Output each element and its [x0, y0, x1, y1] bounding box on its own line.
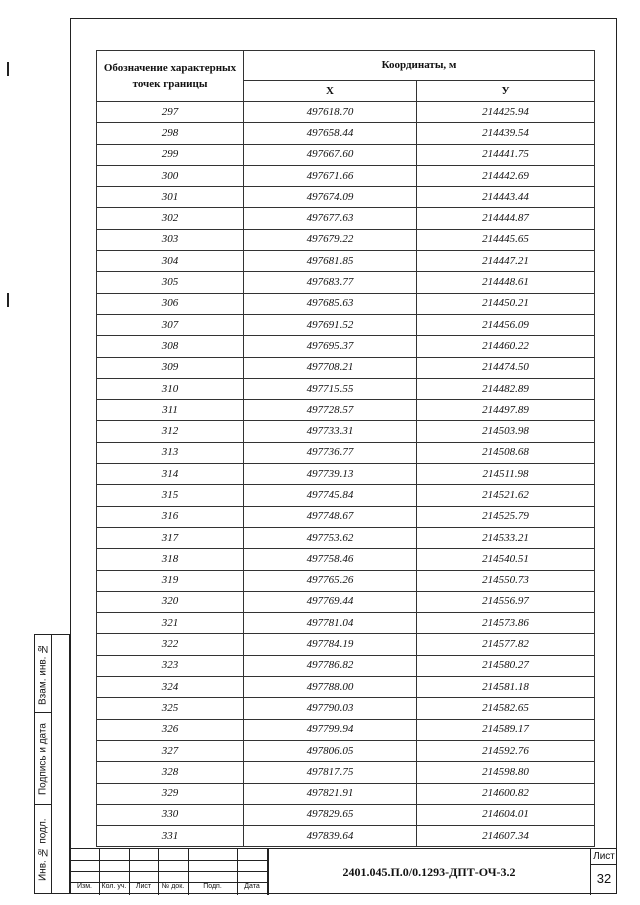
y-coordinate-cell: 214503.98 — [417, 421, 595, 442]
table-row — [97, 506, 595, 527]
point-number-cell: 331 — [97, 826, 244, 847]
tb-col-data: Дата — [244, 883, 260, 890]
table-row — [97, 570, 595, 591]
x-coordinate-cell: 497715.55 — [244, 378, 417, 399]
tb-col-podp: Подп. — [203, 883, 222, 890]
point-number-cell: 299 — [97, 144, 244, 165]
table-row — [97, 272, 595, 293]
table-row — [97, 165, 595, 186]
point-number-cell: 311 — [97, 400, 244, 421]
point-number-cell: 298 — [97, 123, 244, 144]
tb-col-list: Лист — [135, 883, 152, 890]
sheet-label: Лист — [593, 851, 615, 862]
y-coordinate-cell: 214497.89 — [417, 400, 595, 421]
table-row — [97, 677, 595, 698]
table-row — [97, 762, 595, 783]
x-coordinate-cell: 497817.75 — [244, 762, 417, 783]
y-coordinate-cell: 214581.18 — [417, 677, 595, 698]
x-coordinate-cell: 497695.37 — [244, 336, 417, 357]
x-coordinate-cell: 497769.44 — [244, 591, 417, 612]
x-coordinate-cell: 497821.91 — [244, 783, 417, 804]
y-coordinate-cell: 214511.98 — [417, 464, 595, 485]
y-coordinate-cell: 214448.61 — [417, 272, 595, 293]
y-coordinate-cell: 214450.21 — [417, 293, 595, 314]
y-coordinate-cell: 214442.69 — [417, 165, 595, 186]
table-row — [97, 123, 595, 144]
point-number-cell: 319 — [97, 570, 244, 591]
document-code: 2401.045.П.0/0.1293-ДПТ-ОЧ-3.2 — [342, 864, 516, 879]
y-coordinate-cell: 214573.86 — [417, 613, 595, 634]
y-coordinate-cell: 214556.97 — [417, 591, 595, 612]
y-coordinate-cell: 214447.21 — [417, 251, 595, 272]
point-number-cell: 308 — [97, 336, 244, 357]
point-number-cell: 321 — [97, 613, 244, 634]
table-row — [97, 634, 595, 655]
x-coordinate-cell: 497799.94 — [244, 719, 417, 740]
x-coordinate-cell: 497679.22 — [244, 229, 417, 250]
point-number-cell: 301 — [97, 187, 244, 208]
point-number-cell: 325 — [97, 698, 244, 719]
table-row — [97, 549, 595, 570]
x-coordinate-cell: 497683.77 — [244, 272, 417, 293]
y-coordinate-cell: 214580.27 — [417, 655, 595, 676]
y-coordinate-cell: 214589.17 — [417, 719, 595, 740]
x-coordinate-cell: 497806.05 — [244, 740, 417, 761]
table-row — [97, 336, 595, 357]
x-coordinate-cell: 497685.63 — [244, 293, 417, 314]
y-coordinate-cell: 214474.50 — [417, 357, 595, 378]
x-coordinate-cell: 497788.00 — [244, 677, 417, 698]
y-coordinate-cell: 214482.89 — [417, 378, 595, 399]
table-row — [97, 102, 595, 123]
title-block-grid — [70, 849, 267, 895]
tb-col-ndok: № док. — [161, 883, 185, 890]
x-coordinate-cell: 497753.62 — [244, 527, 417, 548]
scan-mark — [7, 62, 9, 76]
table-row — [97, 357, 595, 378]
point-number-cell: 309 — [97, 357, 244, 378]
y-coordinate-cell: 214444.87 — [417, 208, 595, 229]
point-number-cell: 315 — [97, 485, 244, 506]
table-row — [97, 698, 595, 719]
point-number-cell: 324 — [97, 677, 244, 698]
strip-label-podpis: Подпись и дата — [37, 723, 49, 795]
point-number-cell: 313 — [97, 442, 244, 463]
sheet-box — [590, 849, 617, 895]
stamp-strip — [34, 634, 70, 894]
x-coordinate-cell: 497658.44 — [244, 123, 417, 144]
table-row — [97, 293, 595, 314]
x-coordinate-cell: 497790.03 — [244, 698, 417, 719]
point-number-cell: 328 — [97, 762, 244, 783]
table-row — [97, 591, 595, 612]
x-coordinate-cell: 497839.64 — [244, 826, 417, 847]
point-number-cell: 330 — [97, 804, 244, 825]
x-coordinate-cell: 497829.65 — [244, 804, 417, 825]
y-coordinate-cell: 214508.68 — [417, 442, 595, 463]
x-coordinate-cell: 497667.60 — [244, 144, 417, 165]
x-coordinate-cell: 497784.19 — [244, 634, 417, 655]
y-coordinate-cell: 214577.82 — [417, 634, 595, 655]
coordinates-header: Координаты, м — [244, 51, 595, 81]
x-coordinate-cell: 497736.77 — [244, 442, 417, 463]
strip-divider — [51, 635, 52, 893]
point-number-cell: 327 — [97, 740, 244, 761]
table-row — [97, 783, 595, 804]
coordinates-table — [96, 50, 595, 847]
table-row — [97, 613, 595, 634]
point-number-cell: 306 — [97, 293, 244, 314]
point-number-cell: 317 — [97, 527, 244, 548]
table-row — [97, 400, 595, 421]
x-coordinate-cell: 497674.09 — [244, 187, 417, 208]
table-body — [97, 102, 595, 847]
x-coordinate-cell: 497728.57 — [244, 400, 417, 421]
table-row — [97, 421, 595, 442]
point-number-cell: 305 — [97, 272, 244, 293]
y-column-header: У — [417, 81, 595, 102]
y-coordinate-cell: 214582.65 — [417, 698, 595, 719]
table-row — [97, 464, 595, 485]
y-coordinate-cell: 214441.75 — [417, 144, 595, 165]
tb-col-izm: Изм. — [77, 883, 92, 890]
x-column-header: X — [244, 81, 417, 102]
point-number-cell: 300 — [97, 165, 244, 186]
table-row — [97, 527, 595, 548]
point-number-cell: 316 — [97, 506, 244, 527]
x-coordinate-cell: 497748.67 — [244, 506, 417, 527]
y-coordinate-cell: 214600.82 — [417, 783, 595, 804]
y-coordinate-cell: 214607.34 — [417, 826, 595, 847]
table-row — [97, 187, 595, 208]
x-coordinate-cell: 497786.82 — [244, 655, 417, 676]
table-row — [97, 251, 595, 272]
point-number-cell: 297 — [97, 102, 244, 123]
y-coordinate-cell: 214521.62 — [417, 485, 595, 506]
point-column-header: Обозначение характерных точек границы — [97, 51, 244, 102]
x-coordinate-cell: 497671.66 — [244, 165, 417, 186]
y-coordinate-cell: 214525.79 — [417, 506, 595, 527]
x-coordinate-cell: 497733.31 — [244, 421, 417, 442]
y-coordinate-cell: 214540.51 — [417, 549, 595, 570]
y-coordinate-cell: 214533.21 — [417, 527, 595, 548]
point-number-cell: 320 — [97, 591, 244, 612]
table-row — [97, 826, 595, 847]
point-number-cell: 314 — [97, 464, 244, 485]
title-block — [70, 848, 617, 894]
point-number-cell: 307 — [97, 314, 244, 335]
table-row — [97, 719, 595, 740]
x-coordinate-cell: 497739.13 — [244, 464, 417, 485]
table-row — [97, 378, 595, 399]
sheet-number: 32 — [596, 871, 612, 886]
point-number-cell: 326 — [97, 719, 244, 740]
y-coordinate-cell: 214443.44 — [417, 187, 595, 208]
point-number-cell: 322 — [97, 634, 244, 655]
y-coordinate-cell: 214445.65 — [417, 229, 595, 250]
table-row — [97, 804, 595, 825]
tb-col-kol: Кол. уч. — [101, 883, 127, 890]
point-number-cell: 304 — [97, 251, 244, 272]
x-coordinate-cell: 497681.85 — [244, 251, 417, 272]
table-row — [97, 655, 595, 676]
x-coordinate-cell: 497677.63 — [244, 208, 417, 229]
point-number-cell: 310 — [97, 378, 244, 399]
table-row — [97, 208, 595, 229]
x-coordinate-cell: 497781.04 — [244, 613, 417, 634]
point-number-cell: 303 — [97, 229, 244, 250]
table-row — [97, 144, 595, 165]
y-coordinate-cell: 214592.76 — [417, 740, 595, 761]
point-number-cell: 318 — [97, 549, 244, 570]
y-coordinate-cell: 214550.73 — [417, 570, 595, 591]
y-coordinate-cell: 214456.09 — [417, 314, 595, 335]
strip-label-inv: Инв. № подл. — [37, 818, 49, 882]
sheet-divider — [591, 864, 617, 865]
x-coordinate-cell: 497618.70 — [244, 102, 417, 123]
table-row — [97, 442, 595, 463]
y-coordinate-cell: 214598.80 — [417, 762, 595, 783]
point-number-cell: 329 — [97, 783, 244, 804]
scan-mark — [7, 293, 9, 307]
point-number-cell: 302 — [97, 208, 244, 229]
table-row — [97, 485, 595, 506]
table-row — [97, 229, 595, 250]
point-number-cell: 323 — [97, 655, 244, 676]
x-coordinate-cell: 497708.21 — [244, 357, 417, 378]
x-coordinate-cell: 497765.26 — [244, 570, 417, 591]
y-coordinate-cell: 214460.22 — [417, 336, 595, 357]
y-coordinate-cell: 214425.94 — [417, 102, 595, 123]
x-coordinate-cell: 497691.52 — [244, 314, 417, 335]
table-row — [97, 740, 595, 761]
x-coordinate-cell: 497745.84 — [244, 485, 417, 506]
y-coordinate-cell: 214439.54 — [417, 123, 595, 144]
strip-label-vzam: Взам. инв. № — [37, 642, 49, 706]
point-number-cell: 312 — [97, 421, 244, 442]
x-coordinate-cell: 497758.46 — [244, 549, 417, 570]
table-row — [97, 314, 595, 335]
y-coordinate-cell: 214604.01 — [417, 804, 595, 825]
